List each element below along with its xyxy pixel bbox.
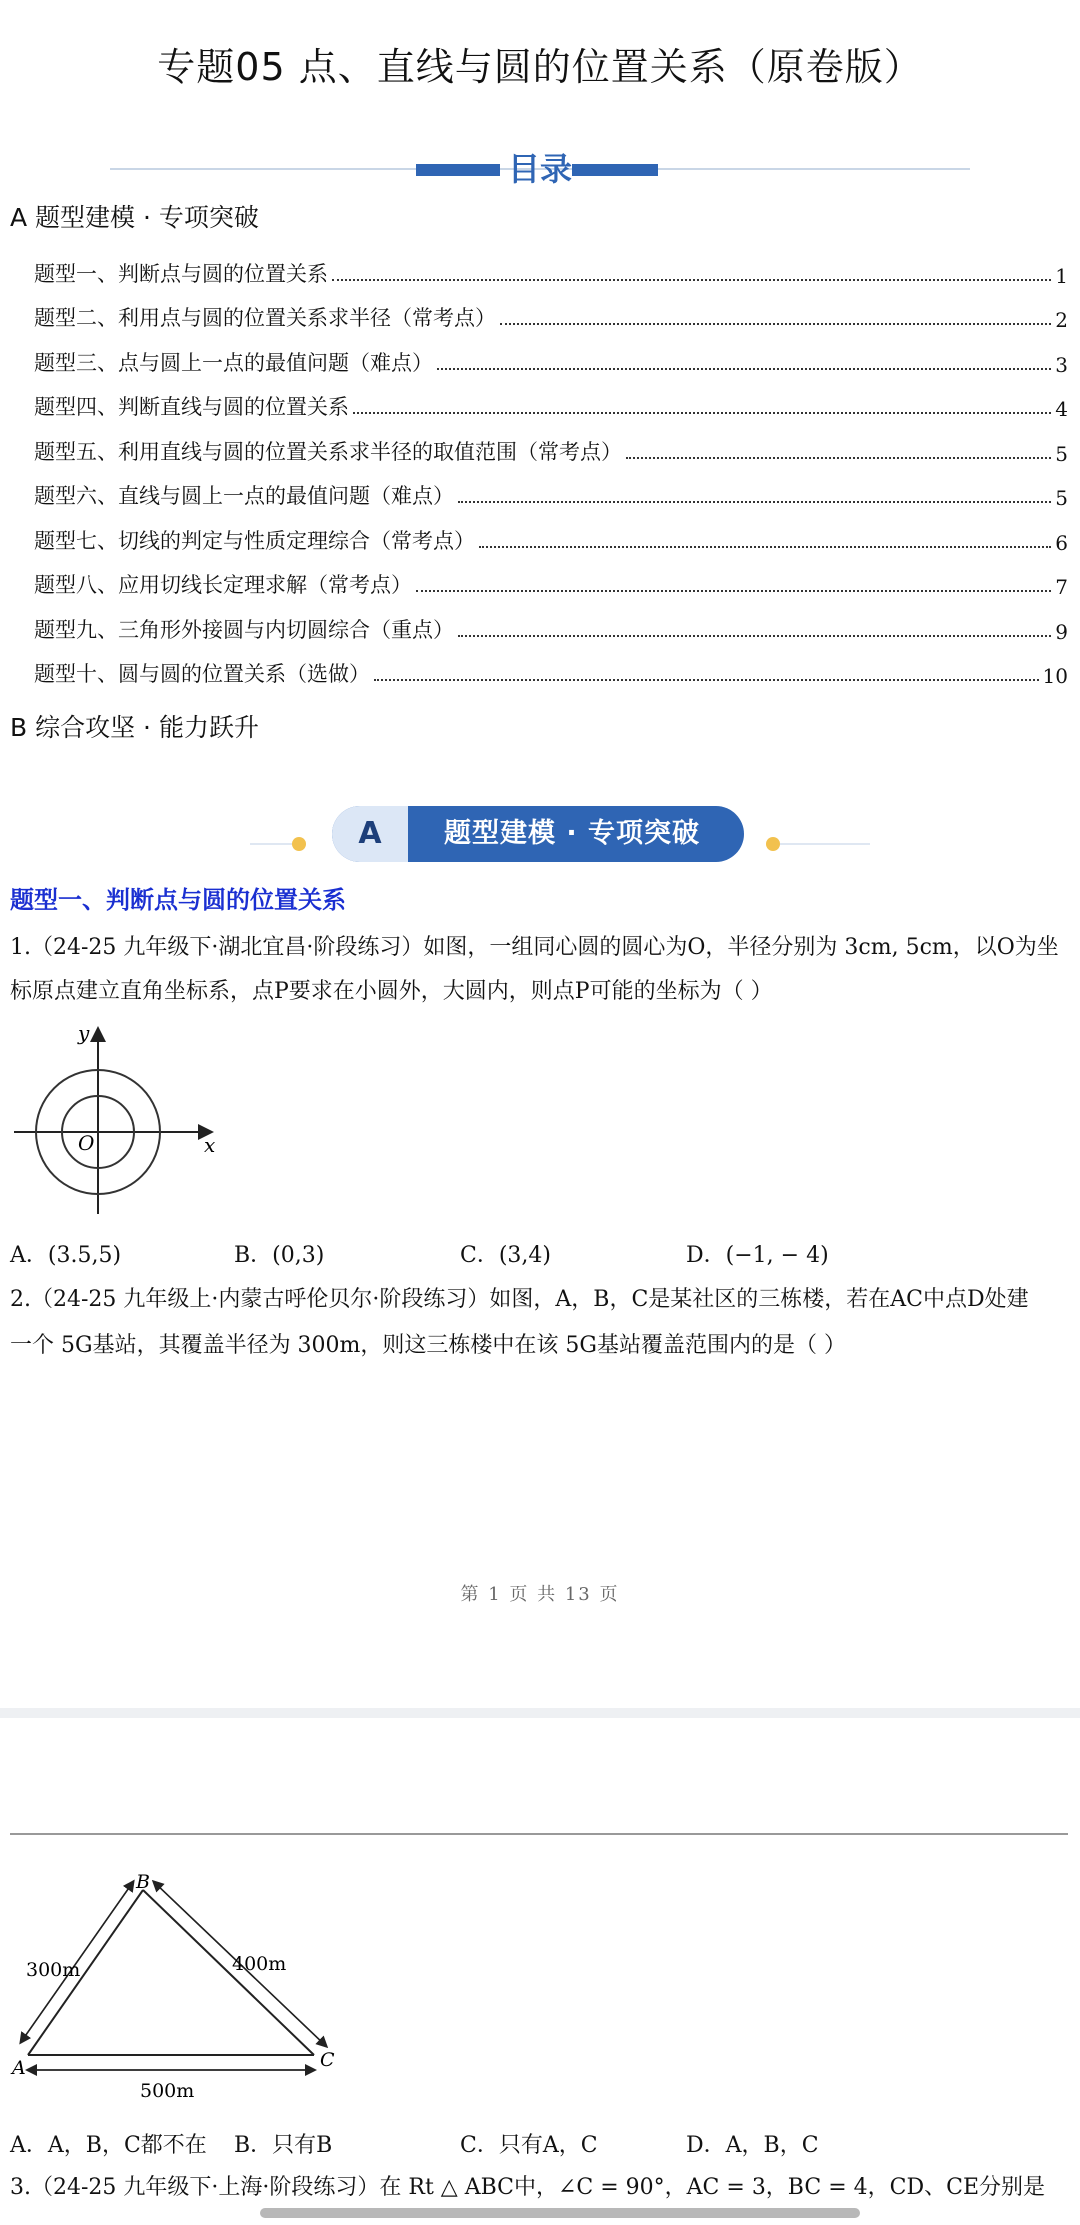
toc-item-page: 5 — [1055, 486, 1068, 510]
question-2-line1: 2.（24-25 九年级上·内蒙古呼伦贝尔·阶段练习）如图，A，B，C是某社区的三栋楼，若在AC中点D处建 — [10, 1287, 1029, 1312]
q2-option-b[interactable]: B．只有B — [234, 2133, 333, 2158]
toc-leader-dots — [626, 457, 1051, 459]
toc-item-label: 题型八、应用切线长定理求解（常考点） — [34, 573, 412, 597]
toc-item-label: 题型二、利用点与圆的位置关系求半径（常考点） — [34, 306, 496, 330]
toc-item[interactable] — [34, 345, 1068, 377]
origin-label: O — [78, 1131, 95, 1155]
toc-item-page: 1 — [1055, 264, 1068, 288]
vertex-c-label: C — [320, 2049, 335, 2071]
toc-section-b[interactable]: B 综合攻坚 · 能力跃升 — [10, 713, 259, 742]
page-top-rule — [10, 1833, 1068, 1835]
toc-item[interactable] — [34, 478, 1068, 510]
toc-bar-right — [572, 164, 658, 176]
toc-item-page: 10 — [1042, 664, 1068, 688]
toc-item[interactable] — [34, 612, 1068, 644]
toc-item-label: 题型三、点与圆上一点的最值问题（难点） — [34, 351, 433, 375]
toc-item-label: 题型十、圆与圆的位置关系（选做） — [34, 662, 370, 686]
toc-item-page: 2 — [1055, 308, 1068, 332]
concentric-circles-figure — [10, 1020, 230, 1220]
toc-item-label: 题型一、判断点与圆的位置关系 — [34, 262, 328, 286]
toc-leader-dots — [353, 412, 1051, 414]
toc-leader-dots — [500, 323, 1051, 325]
toc-leader-dots — [437, 368, 1051, 370]
vertex-a-label: A — [12, 2057, 26, 2079]
toc-item-label: 题型六、直线与圆上一点的最值问题（难点） — [34, 484, 454, 508]
banner-title: 题型建模 · 专项突破 — [443, 818, 701, 849]
q1-option-d[interactable]: D．(−1, − 4) — [686, 1243, 829, 1268]
q1-option-b[interactable]: B．(0,3) — [234, 1243, 325, 1268]
toc-item[interactable] — [34, 389, 1068, 421]
toc-item[interactable] — [34, 567, 1068, 599]
banner-line-right — [780, 843, 870, 845]
question-3-line1: 3.（24-25 九年级下·上海·阶段练习）在 Rt △ ABC中，∠C = 90°，AC = 3，BC = 4，CD、CE分别是 — [10, 2175, 1046, 2200]
q1-option-c[interactable]: C．(3,4) — [460, 1243, 551, 1268]
page-separator — [0, 1708, 1080, 1718]
toc-item-label: 题型七、切线的判定与性质定理综合（常考点） — [34, 529, 475, 553]
toc-item-page: 4 — [1055, 397, 1068, 421]
toc-section-a[interactable]: A 题型建模 · 专项突破 — [10, 203, 259, 232]
q2-option-a[interactable]: A．A，B，C都不在 — [10, 2133, 207, 2158]
toc-leader-dots — [458, 501, 1051, 503]
scroll-indicator[interactable] — [260, 2208, 860, 2218]
toc-item[interactable] — [34, 656, 1068, 688]
toc-leader-dots — [374, 679, 1039, 681]
type1-heading: 题型一、判断点与圆的位置关系 — [10, 886, 346, 914]
toc-item-page: 5 — [1055, 442, 1068, 466]
banner-letter: A — [332, 806, 408, 862]
vertex-b-label: B — [136, 1871, 150, 1893]
q1-option-a[interactable]: A．(3.5,5) — [10, 1243, 122, 1268]
toc-leader-dots — [479, 546, 1051, 548]
y-axis-label: y — [78, 1021, 90, 1045]
toc-item-label: 题型五、利用直线与圆的位置关系求半径的取值范围（常考点） — [34, 440, 622, 464]
toc-heading: 目录 — [507, 150, 572, 188]
toc-leader-dots — [458, 635, 1051, 637]
x-axis-label: x — [204, 1133, 216, 1157]
toc-item-page: 7 — [1055, 575, 1068, 599]
toc-item[interactable] — [34, 256, 1068, 288]
document-title: 专题05 点、直线与圆的位置关系（原卷版） — [157, 45, 923, 89]
toc-item-label: 题型九、三角形外接圆与内切圆综合（重点） — [34, 618, 454, 642]
toc-leader-dots — [416, 590, 1051, 592]
ab-length-label: 300m — [26, 1959, 81, 1981]
question-1-line1: 1.（24-25 九年级下·湖北宜昌·阶段练习）如图，一组同心圆的圆心为O，半径分别为 3cm, 5cm，以O为坐 — [10, 935, 1059, 960]
banner-dot-left — [292, 837, 306, 851]
toc-item-page: 6 — [1055, 531, 1068, 555]
triangle-figure — [8, 1870, 348, 2100]
banner-dot-right — [766, 837, 780, 851]
toc-leader-dots — [332, 279, 1051, 281]
q2-option-c[interactable]: C．只有A，C — [460, 2133, 598, 2158]
toc-bar-left — [416, 164, 500, 176]
question-2-line2: 一个 5G基站，其覆盖半径为 300m，则这三栋楼中在该 5G基站覆盖范围内的是（ ） — [10, 1333, 846, 1358]
toc-item[interactable] — [34, 300, 1068, 332]
toc-item-page: 3 — [1055, 353, 1068, 377]
ac-length-label: 500m — [140, 2080, 195, 2100]
toc-item-label: 题型四、判断直线与圆的位置关系 — [34, 395, 349, 419]
q2-option-d[interactable]: D．A，B，C — [686, 2133, 819, 2158]
bc-length-label: 400m — [232, 1953, 287, 1975]
toc-item[interactable] — [34, 434, 1068, 466]
side-bc — [143, 1890, 314, 2055]
question-1-line2: 标原点建立直角坐标系，点P要求在小圆外，大圆内，则点P可能的坐标为（ ） — [10, 979, 773, 1004]
page-number: 第 1 页 共 13 页 — [460, 1584, 620, 1605]
toc-item[interactable] — [34, 523, 1068, 555]
toc-item-page: 9 — [1055, 620, 1068, 644]
